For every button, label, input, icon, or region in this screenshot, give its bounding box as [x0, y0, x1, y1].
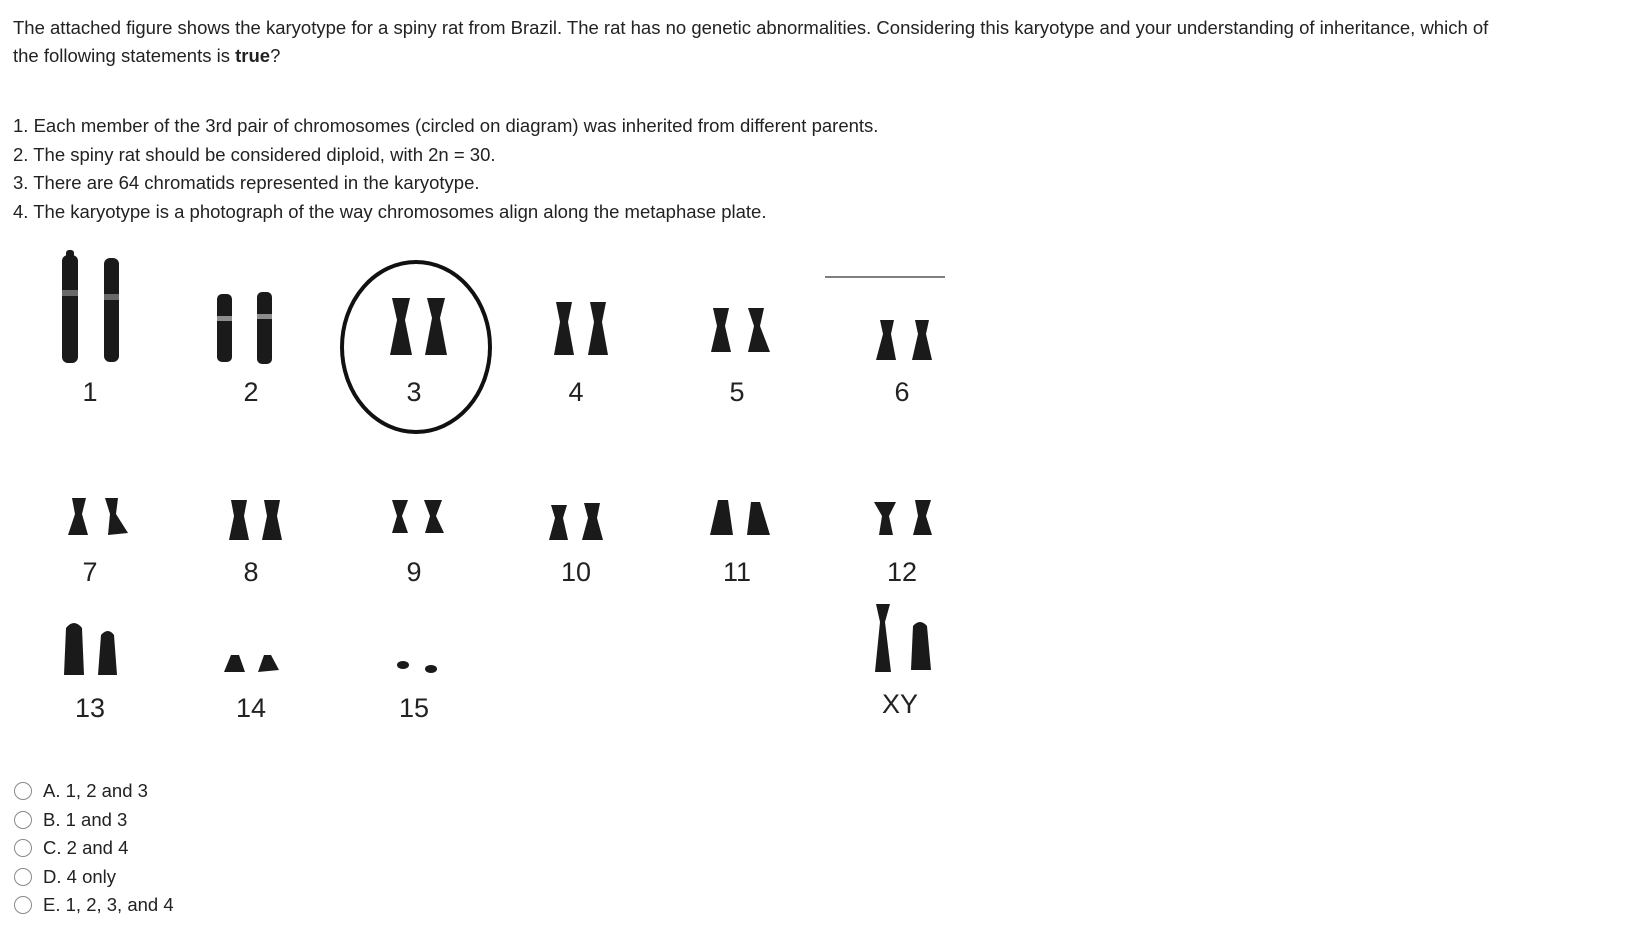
option-e[interactable]	[14, 891, 174, 920]
chromosome-pair-xy	[875, 604, 931, 672]
option-label: D. 4 only	[43, 865, 117, 887]
answer-options	[14, 777, 174, 920]
question-emphasis: true	[235, 45, 271, 66]
karyotype-label: 3	[406, 377, 422, 407]
option-b[interactable]	[14, 806, 174, 835]
chromosome-pair-12	[874, 500, 932, 535]
chromosome-pair-6	[876, 320, 932, 360]
karyotype-label: 9	[406, 557, 422, 587]
karyotype-label: 12	[886, 557, 918, 587]
karyotype-figure	[0, 250, 1000, 755]
karyotype-label: 6	[894, 377, 910, 407]
chromosome-pair-2	[215, 292, 274, 364]
karyotype-label: 4	[568, 377, 584, 407]
question-intro: The attached figure shows the karyotype for a spiny rat from Brazil. The rat has no genetic abnormalities. Considering this karyotype and your understanding of inheritance, which of the following statements is	[13, 17, 1489, 66]
karyotype-label: 1	[82, 377, 98, 407]
radio-button[interactable]	[14, 896, 32, 914]
option-label: B. 1 and 3	[43, 808, 128, 830]
karyotype-label: XY	[881, 689, 919, 719]
karyotype-label: 14	[235, 693, 267, 723]
karyotype-label: 8	[243, 557, 259, 587]
option-label: A. 1, 2 and 3	[43, 780, 148, 802]
karyotype-label: 7	[82, 557, 98, 587]
radio-button[interactable]	[14, 811, 32, 829]
chromosome-pair-1	[60, 250, 121, 363]
chromosome-pair-15	[397, 661, 437, 673]
option-label: E. 1, 2, 3, and 4	[43, 894, 174, 916]
chromosome-pair-4	[554, 302, 608, 355]
statement-item: 2. The spiny rat should be considered diploid, with 2n = 30.	[13, 143, 496, 165]
question-text	[13, 14, 1513, 70]
karyotype-label: 2	[243, 377, 259, 407]
option-d[interactable]	[14, 863, 174, 892]
chromosome-pair-7	[68, 498, 128, 535]
chromosome-pair-11	[710, 500, 770, 535]
karyotype-label: 11	[722, 557, 752, 587]
question-end: ?	[270, 45, 281, 66]
statement-item: 3. There are 64 chromatids represented in the karyotype.	[13, 172, 480, 193]
option-label: C. 2 and 4	[43, 837, 129, 859]
chromosome-pair-10	[549, 503, 603, 540]
radio-button[interactable]	[14, 782, 32, 800]
karyotype-label: 10	[560, 557, 592, 587]
radio-button[interactable]	[14, 868, 32, 886]
karyotype-label: 15	[398, 693, 430, 723]
chromosome-pair-3	[390, 298, 447, 355]
statement-list	[13, 112, 878, 226]
chromosome-pair-9	[392, 500, 444, 533]
chromosome-pair-5	[711, 308, 770, 352]
statement-item: 1. Each member of the 3rd pair of chromosomes (circled on diagram) was inherited from different parents.	[13, 115, 879, 136]
karyotype-label: 5	[729, 377, 745, 407]
chromosome-pair-14	[224, 655, 279, 672]
option-a[interactable]	[14, 777, 174, 806]
radio-button[interactable]	[14, 839, 32, 857]
statement-item: 4. The karyotype is a photograph of the way chromosomes align along the metaphase plate.	[13, 200, 767, 222]
karyotype-label: 13	[74, 693, 106, 723]
chromosome-pair-8	[229, 500, 282, 540]
option-c[interactable]	[14, 834, 174, 863]
chromosome-pair-13	[64, 623, 117, 675]
